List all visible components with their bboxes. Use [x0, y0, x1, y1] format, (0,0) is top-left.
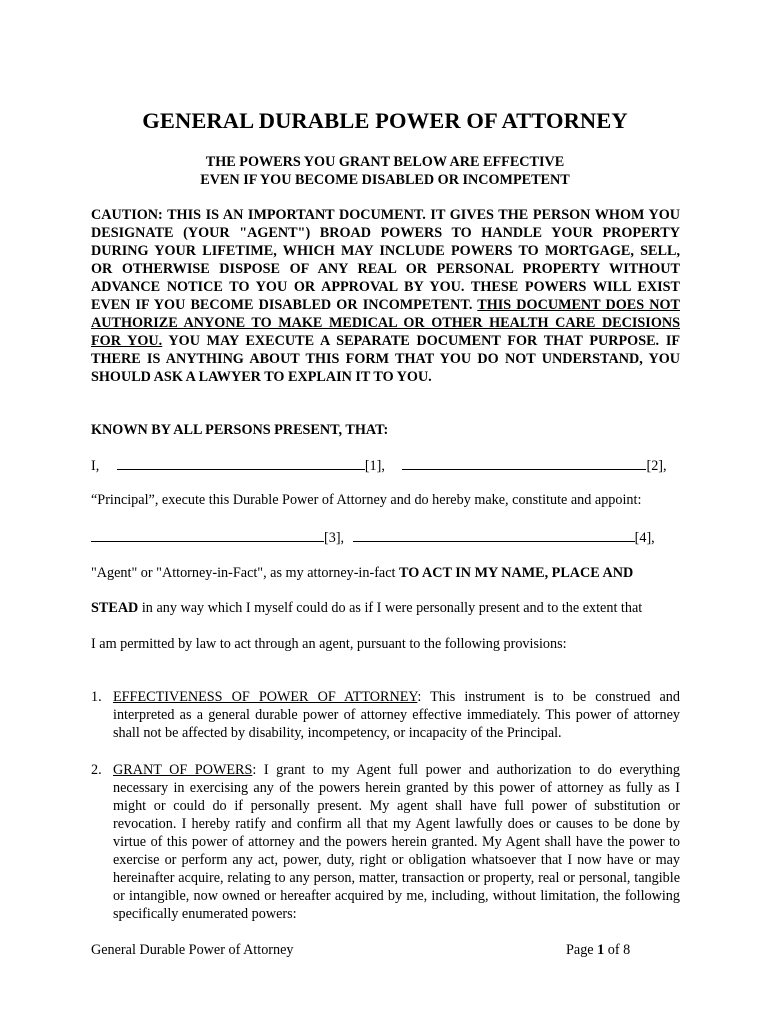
agent-name-line	[91, 529, 680, 547]
page-current: 1	[597, 942, 605, 958]
list-item-heading: GRANT OF POWERS	[113, 762, 253, 778]
subtitle-line-2: EVEN IF YOU BECOME DISABLED OR INCOMPETENT	[200, 172, 570, 188]
stead-text	[91, 600, 680, 617]
page-prefix: Page	[566, 942, 598, 958]
principal-text: “Principal”, execute this Durable Power of Attorney and do hereby make, constitute and appoint:	[91, 492, 642, 508]
list-item-effectiveness	[91, 688, 680, 742]
caution-paragraph	[91, 206, 680, 386]
agent-blank-label-3: [3],	[324, 530, 345, 546]
list-item-text: This instrument is to be construed and interpreted as a general durable power of attorney effective immediately. This power of attorney shall not be affected by disability, incompetency, or incapacity of the Principal.	[113, 689, 680, 741]
footer-document-name: General Durable Power of Attorney	[91, 942, 294, 958]
agent-text-bold: TO ACT IN MY NAME, PLACE AND	[399, 565, 634, 581]
document-title: GENERAL DURABLE POWER OF ATTORNEY	[142, 108, 628, 133]
principal-blank-label-2: [2],	[646, 458, 667, 474]
permitted-text: I am permitted by law to act through an agent, pursuant to the following provisions:	[91, 636, 567, 652]
list-item-body	[113, 688, 680, 742]
known-by-all-heading: KNOWN BY ALL PERSONS PRESENT, THAT:	[91, 422, 389, 438]
list-item-body	[113, 761, 680, 923]
agent-blank-label-4: [4],	[634, 530, 655, 546]
list-item-separator: :	[417, 689, 431, 705]
principal-name-blank-1[interactable]	[117, 457, 365, 470]
agent-name-blank-2[interactable]	[353, 529, 635, 542]
agent-text-normal: "Agent" or "Attorney-in-Fact", as my attorney-in-fact	[91, 565, 400, 581]
caution-underlined-text: THIS DOCUMENT DOES NOT AUTHORIZE ANYONE TO MAKE MEDICAL OR OTHER HEALTH CARE DECISIONS FOR YOU.	[91, 297, 680, 349]
list-item-number: 2.	[91, 762, 102, 778]
agent-text	[91, 565, 680, 582]
list-item-number: 1.	[91, 689, 102, 705]
agent-name-blank-1[interactable]	[91, 529, 324, 542]
list-item-text: I grant to my Agent full power and authorization to do everything necessary in exercising any of the powers herein granted by this power of attorney as fully as I might or could do if personally present. My agent shall have full power of substitution or revocation. I hereby ratify and confirm all that my Agent lawfully does or causes to be done by virtue of this power of attorney and the powers herein granted. My Agent shall have the power to exercise or perform any act, power, duty, right or obligation whatsoever that I now have or may hereinafter acquire, relating to any person, matter, transaction or property, real or personal, tangible or intangible, now owned or hereafter acquired by me, including, without limitation, the following specifically enumerated powers:	[113, 762, 680, 922]
caution-text-1: CAUTION: THIS IS AN IMPORTANT DOCUMENT. IT GIVES THE PERSON WHOM YOU DESIGNATE (YOUR "AGENT") BROAD POWERS TO HANDLE YOUR PROPERTY DURING YOUR LIFETIME, WHICH MAY INCLUDE POWERS TO MORTGAGE, SELL, OR OTHERWISE DISPOSE OF ANY REAL OR PERSONAL PROPERTY WITHOUT ADVANCE NOTICE TO YOU OR APPROVAL BY YOU. THESE POWERS WILL EXIST EVEN IF YOU BECOME DISABLED OR INCOMPETENT.	[91, 207, 680, 313]
list-item-heading: EFFECTIVENESS OF POWER OF ATTORNEY	[113, 689, 418, 705]
caution-text-2: YOU MAY EXECUTE A SEPARATE DOCUMENT FOR THAT PURPOSE. IF THERE IS ANYTHING ABOUT THIS FORM THAT YOU DO NOT UNDERSTAND, YOU SHOULD ASK A LAWYER TO EXPLAIN IT TO YOU.	[91, 333, 681, 385]
list-item-grant-of-powers	[91, 761, 680, 923]
principal-prefix: I,	[91, 458, 100, 474]
footer-page-number	[566, 942, 630, 959]
principal-blank-label-1: [1],	[364, 458, 385, 474]
page-suffix: of 8	[604, 942, 631, 958]
stead-bold: STEAD	[91, 600, 139, 616]
principal-name-line	[91, 457, 680, 475]
stead-normal: in any way which I myself could do as if I were personally present and to the extent that	[138, 600, 643, 616]
subtitle-line-1: THE POWERS YOU GRANT BELOW ARE EFFECTIVE	[205, 154, 565, 170]
list-item-separator: :	[252, 762, 264, 778]
principal-name-blank-2[interactable]	[402, 457, 646, 470]
